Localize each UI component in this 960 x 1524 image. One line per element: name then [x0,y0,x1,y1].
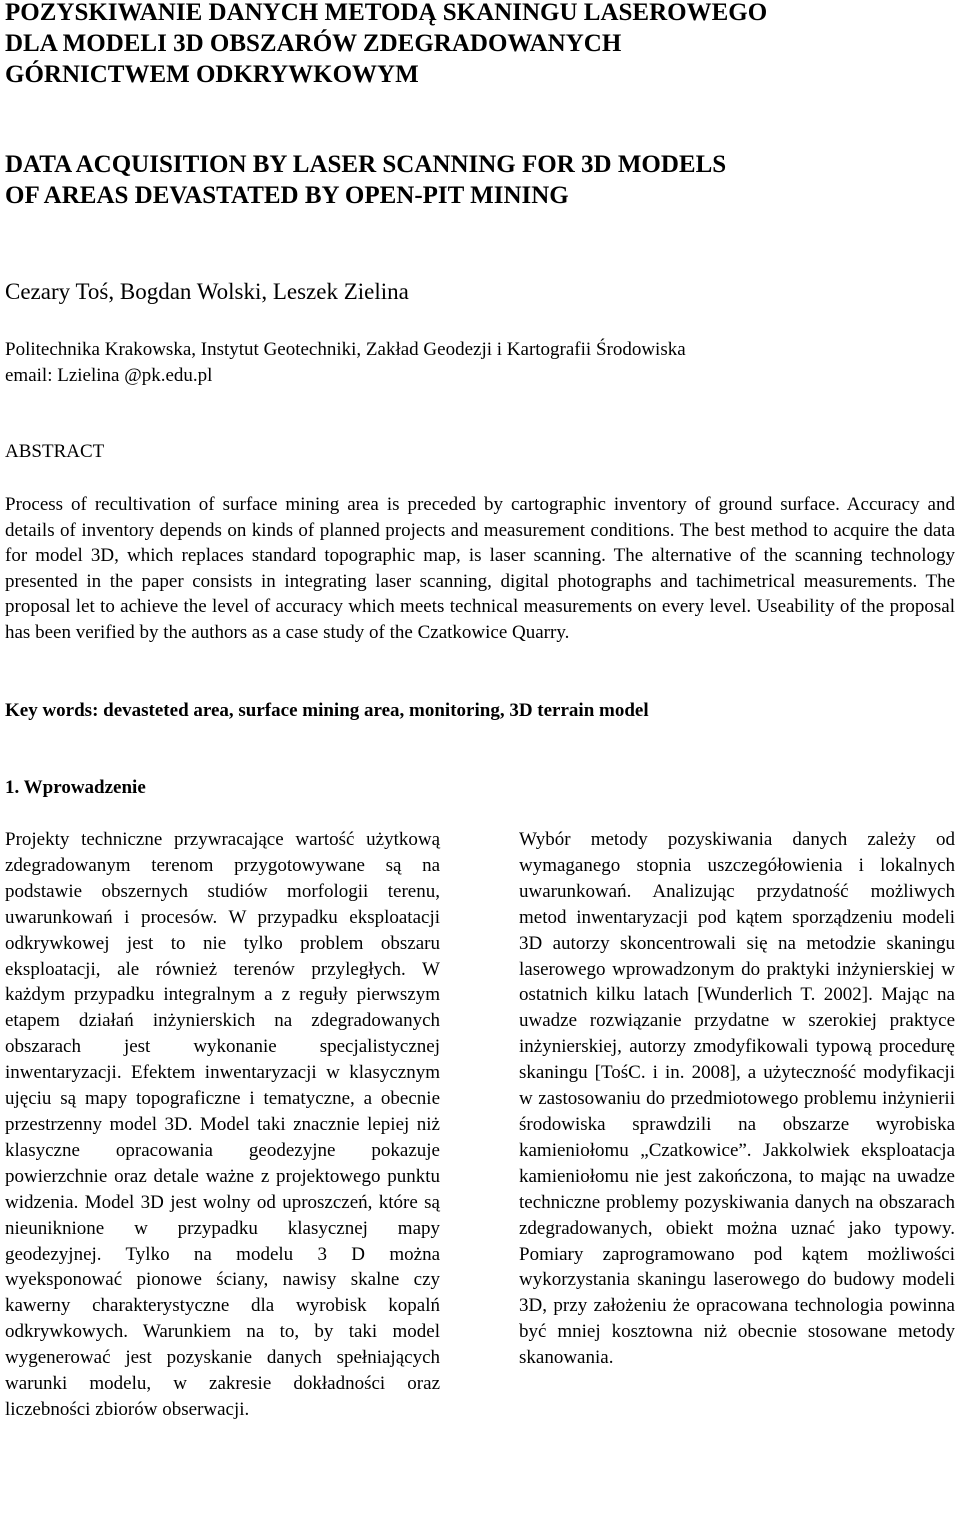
authors: Cezary Toś, Bogdan Wolski, Leszek Zielina [5,279,409,304]
abstract-text: Process of recultivation of surface mining area is preceded by cartographic inventory of ground surface. Accuracy and details of inventory depends on kinds of planned projects and measurement conditions. The best method to acquire the data for model 3D, which replaces standard topographic map, is laser scanning. The alternative of the scanning technology presented in the paper consists in integrating laser scanning, digital photographs and tachimetrical measurements. The proposal let to achieve the level of accuracy which meets technical measurements on every level. Useability of the proposal has been verified by the authors as a case study of the Czatkowice Quarry. [5,494,955,643]
title-polish [5,0,767,90]
title-polish-line-2: DLA MODELI 3D OBSZARÓW ZDEGRADOWANYCH [5,30,622,57]
keywords: Key words: devasteted area, surface mining area, monitoring, 3D terrain model [5,700,649,721]
affiliation: Politechnika Krakowska, Instytut Geotechniki, Zakład Geodezji i Kartografii Środowiska [5,339,686,360]
title-polish-line-3: GÓRNICTWEM ODKRYWKOWYM [5,61,419,88]
title-english [5,149,726,211]
title-english-line-1: DATA ACQUISITION BY LASER SCANNING FOR 3D MODELS [5,151,727,178]
column-right-text: Wybór metody pozyskiwania danych zależy od wymaganego stopnia uszczegółowienia i lokalnych uwarunkowań. Analizując przydatność możliwych metod inwentaryzacji pod kątem sporządzeniu modeli 3D autorzy skoncentrowali się na metodzie skaningu laserowego wprowadzonym do praktyki inżynierskiej w ostatnich kilku latach [Wunderlich T. 2002]. Mając na uwadze rozwiązanie przydatne w szerokiej praktyce inżynierskiej, autorzy zmodyfikowali typową procedurę skaningu [TośC. i in. 2008], a użyteczność modyfikacji w zastosowaniu do przedmiotowego problemu inżynierii środowiska sprawdzili na obszarze wyrobiska kamieniołomu „Czatkowice”. Jakkolwiek eksploatacja kamieniołomu nie jest zakończona, to mając na uwadze techniczne problemy pozyskiwania danych na obszarach zdegradowanych, obiekt można uznać jako typowy. Pomiary zaprogramowano pod kątem możliwości wykorzystania skaningu laserowego do budowy modeli 3D, przy założeniu że opracowana technologia powinna być mniej kosztowna niż obecnie stosowane metody skanowania. [519,829,955,1369]
title-english-line-2: OF AREAS DEVASTATED BY OPEN-PIT MINING [5,182,569,209]
abstract-heading: ABSTRACT [5,441,105,462]
affiliation-block [5,337,686,389]
section-heading: 1. Wprowadzenie [5,777,146,798]
email-address: email: Lzielina @pk.edu.pl [5,365,213,386]
title-polish-line-1: POZYSKIWANIE DANYCH METODĄ SKANINGU LASEROWEGO [5,0,768,26]
column-left-text: Projekty techniczne przywracające wartość użytkową zdegradowanym terenom przygotowywane są na podstawie obszernych studiów morfologii terenu, uwarunkowań i procesów. W przypadku eksploatacji odkrywkowej jest to nie tylko problem obszaru eksploatacji, ale również terenów przyległych. W każdym przypadku integralnym a z reguły pierwszym etapem działań inżynierskich na zdegradowanych obszarach jest wykonanie specjalistycznej inwentaryzacji. Efektem inwentaryzacji w klasycznym ujęciu są mapy topograficzne i tematyczne, a obecnie przestrzenny model 3D. Model taki znacznie lepiej niż klasyczne opracowania geodezyjne pokazuje powierzchnie oraz detale ważne z projektowego punktu widzenia. Model 3D jest wolny od uproszczeń, które są nieuniknione w przypadku klasycznej mapy geodezyjnej. Tylko na modelu 3 D można wyeksponować pionowe ściany, nawisy skalne czy kawerny charakterystyczne dla wyrobisk kopalń odkrywkowych. Warunkiem na to, by taki model wygenerować jest pozyskanie danych spełniających warunki modelu, w zakresie dokładności oraz liczebności zbiorów obserwacji. [5,829,440,1420]
